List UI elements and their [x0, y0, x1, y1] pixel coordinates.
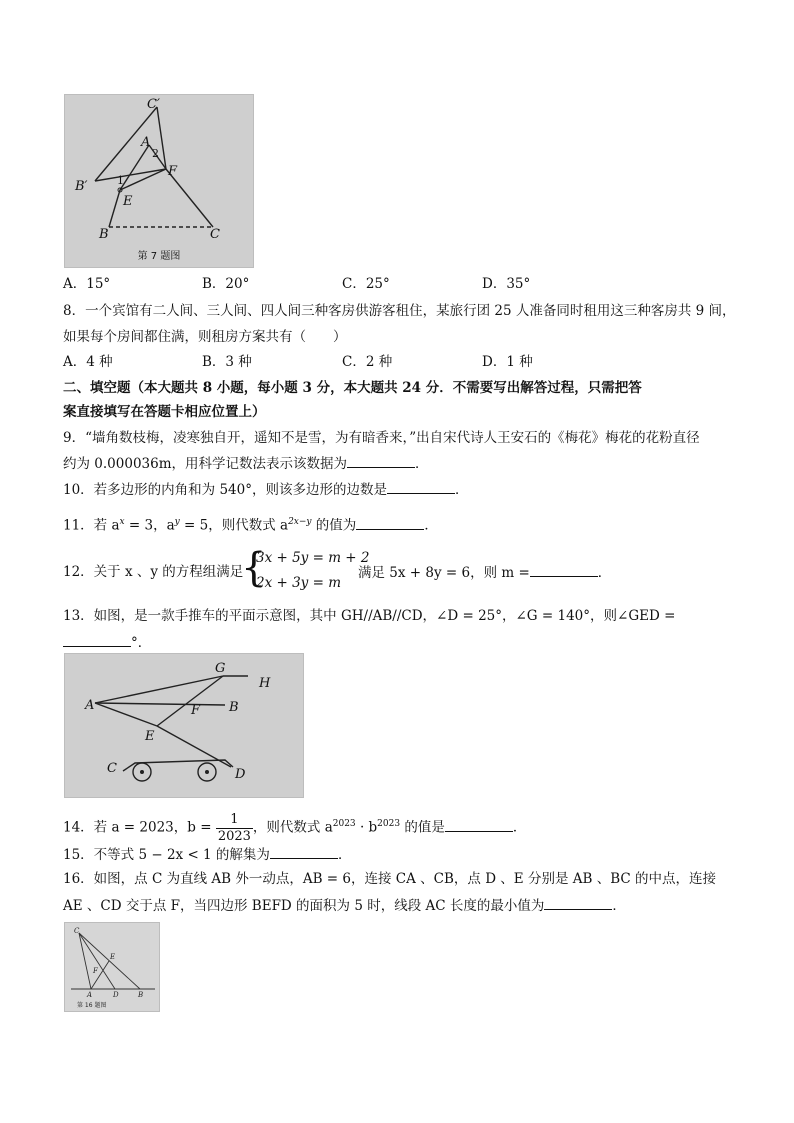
q15-text: 15．不等式 5 − 2x < 1 的解集为: [63, 847, 270, 863]
q12-text-b: 满足 5x + 8y = 6，则 m =: [358, 565, 530, 581]
label-d: D: [235, 767, 246, 782]
q13-line-2: [63, 632, 151, 653]
q12-end: ．: [597, 565, 612, 581]
q15-answer-blank[interactable]: [270, 844, 338, 859]
q11-text-c: = 5，则代数式 a: [179, 517, 289, 534]
label-c-prime: C′: [147, 97, 160, 112]
q11-exp-x: x: [119, 517, 125, 527]
q8-choice-a: A．4 种: [63, 354, 113, 370]
q16-line-2: [63, 895, 626, 916]
q16-end: ．: [612, 898, 626, 914]
label-1: 1: [117, 174, 124, 187]
figure-13: [64, 653, 304, 798]
figure-13-diagram: [65, 654, 303, 797]
q11-line: [63, 512, 438, 536]
q11-end: ．: [424, 517, 438, 534]
q11-answer-blank[interactable]: [356, 515, 424, 530]
figure-16-caption: 第 16 题图: [77, 1002, 107, 1009]
label-e: E: [145, 729, 155, 744]
q12-answer-blank[interactable]: [530, 562, 598, 577]
q8-line-1: 8．一个宾馆有二人间、三人间、四人间三种客房供游客租住，某旅行团 25 人准备同时租用这三种客房共 9 间，: [63, 303, 736, 319]
label-c: C: [74, 927, 80, 935]
q8-choice-b: B．3 种: [202, 354, 252, 370]
q10-line: [63, 479, 469, 500]
q13-end: °．: [131, 635, 152, 651]
q9-answer-blank[interactable]: [347, 453, 415, 468]
label-e: E: [110, 953, 116, 961]
label-b: B: [99, 227, 109, 242]
label-f: F: [168, 164, 178, 179]
q9-line-2: [63, 453, 429, 474]
q10-end: ．: [455, 482, 469, 498]
q14-text-d: 的值是: [400, 819, 445, 836]
q8-line-2: 如果每个房间都住满，则租房方案共有（ ）: [63, 329, 347, 345]
section-2-heading-line-1: 二、填空题（本大题共 8 小题，每小题 3 分，本大题共 24 分．不需要写出解答过程，只需把答: [63, 380, 642, 396]
q16-line-1: 16．如图，点 C 为直线 AB 外一动点，AB = 6，连接 CA 、CB，点 D 、E 分别是 AB 、BC 的中点，连接: [63, 871, 717, 887]
q14-answer-blank[interactable]: [445, 817, 513, 832]
q14-numerator: 1: [216, 812, 253, 829]
q8-choice-d: D．1 种: [482, 354, 533, 370]
q12-eq-1: 3x + 5y = m + 2: [256, 550, 370, 566]
label-f: F: [191, 703, 201, 718]
figure-16: [64, 922, 160, 1012]
q14-text-a: 14．若 a = 2023，b =: [63, 819, 212, 836]
label-d: D: [113, 991, 119, 999]
q14-exp-b: 2023: [377, 819, 401, 829]
q14-fraction: [216, 812, 253, 845]
figure-7-diagram: [65, 95, 253, 267]
q16-text: AE 、CD 交于点 F，当四边形 BEFD 的面积为 5 时，线段 AC 长度的最小值为: [63, 898, 545, 914]
q13-answer-blank[interactable]: [63, 632, 131, 647]
q11-exp-y: y: [174, 517, 180, 527]
q10-text: 10．若多边形的内角和为 540°，则该多边形的边数是: [63, 482, 387, 498]
q14-line: [63, 809, 526, 845]
q16-answer-blank[interactable]: [544, 895, 612, 910]
label-c: C: [107, 761, 117, 776]
q11-exp-2x-y: 2x−y: [288, 517, 312, 527]
label-a: A: [141, 135, 151, 150]
q10-answer-blank[interactable]: [387, 479, 455, 494]
q14-exp-a: 2023: [332, 819, 356, 829]
q12-text-a: 12．关于 x 、y 的方程组满足: [63, 564, 244, 580]
q15-end: ．: [337, 847, 352, 863]
q8-choice-c: C．2 种: [342, 354, 393, 370]
q11-text-d: 的值为: [311, 517, 357, 534]
q12-eq-2: 2x + 3y = m: [256, 575, 342, 591]
q9-line-1: 9．“墙角数枝梅，凌寒独自开，遥知不是雪，为有暗香来，”出自宋代诗人王安石的《梅花》梅花的花粉直径: [63, 430, 700, 446]
q14-end: ．: [512, 819, 527, 836]
q14-denominator: 2023: [217, 828, 251, 844]
section-2-heading-line-2: 案直接填写在答题卡相应位置上）: [63, 404, 266, 420]
q7-choice-b: B．20°: [202, 276, 250, 292]
label-b-prime: B′: [75, 179, 88, 194]
q7-choice-a: A．15°: [63, 276, 111, 292]
figure-7-caption: 第 7 题图: [137, 251, 181, 262]
figure-16-diagram: [65, 923, 159, 1011]
label-2: 2: [152, 147, 159, 160]
q7-choice-d: D．35°: [482, 276, 531, 292]
label-b: B: [138, 991, 144, 999]
q11-text-b: = 3，a: [124, 517, 175, 534]
q15-line: [63, 844, 351, 865]
label-c: C: [210, 227, 220, 242]
q9-text: 约为 0.000036m，用科学记数法表示该数据为: [63, 456, 348, 472]
q12-brace: {: [241, 545, 267, 591]
q14-text-c: · b: [355, 819, 378, 836]
label-e: E: [123, 194, 133, 209]
label-h: H: [259, 676, 271, 691]
label-g: G: [215, 661, 226, 676]
q9-end: ．: [415, 456, 429, 472]
q13-line-1: 13．如图，是一款手推车的平面示意图，其中 GH//AB//CD，∠D = 25°，∠G = 140°，则∠GED =: [63, 608, 676, 624]
q12-line-end: [358, 562, 611, 583]
label-a: A: [85, 698, 95, 713]
label-f: F: [93, 967, 98, 975]
label-b: B: [229, 700, 239, 715]
q7-choice-c: C．25°: [342, 276, 390, 292]
q14-text-b: ，则代数式 a: [252, 819, 333, 836]
label-a: A: [87, 991, 93, 999]
figure-7: [64, 94, 254, 268]
q11-text-a: 11．若 a: [63, 517, 120, 534]
